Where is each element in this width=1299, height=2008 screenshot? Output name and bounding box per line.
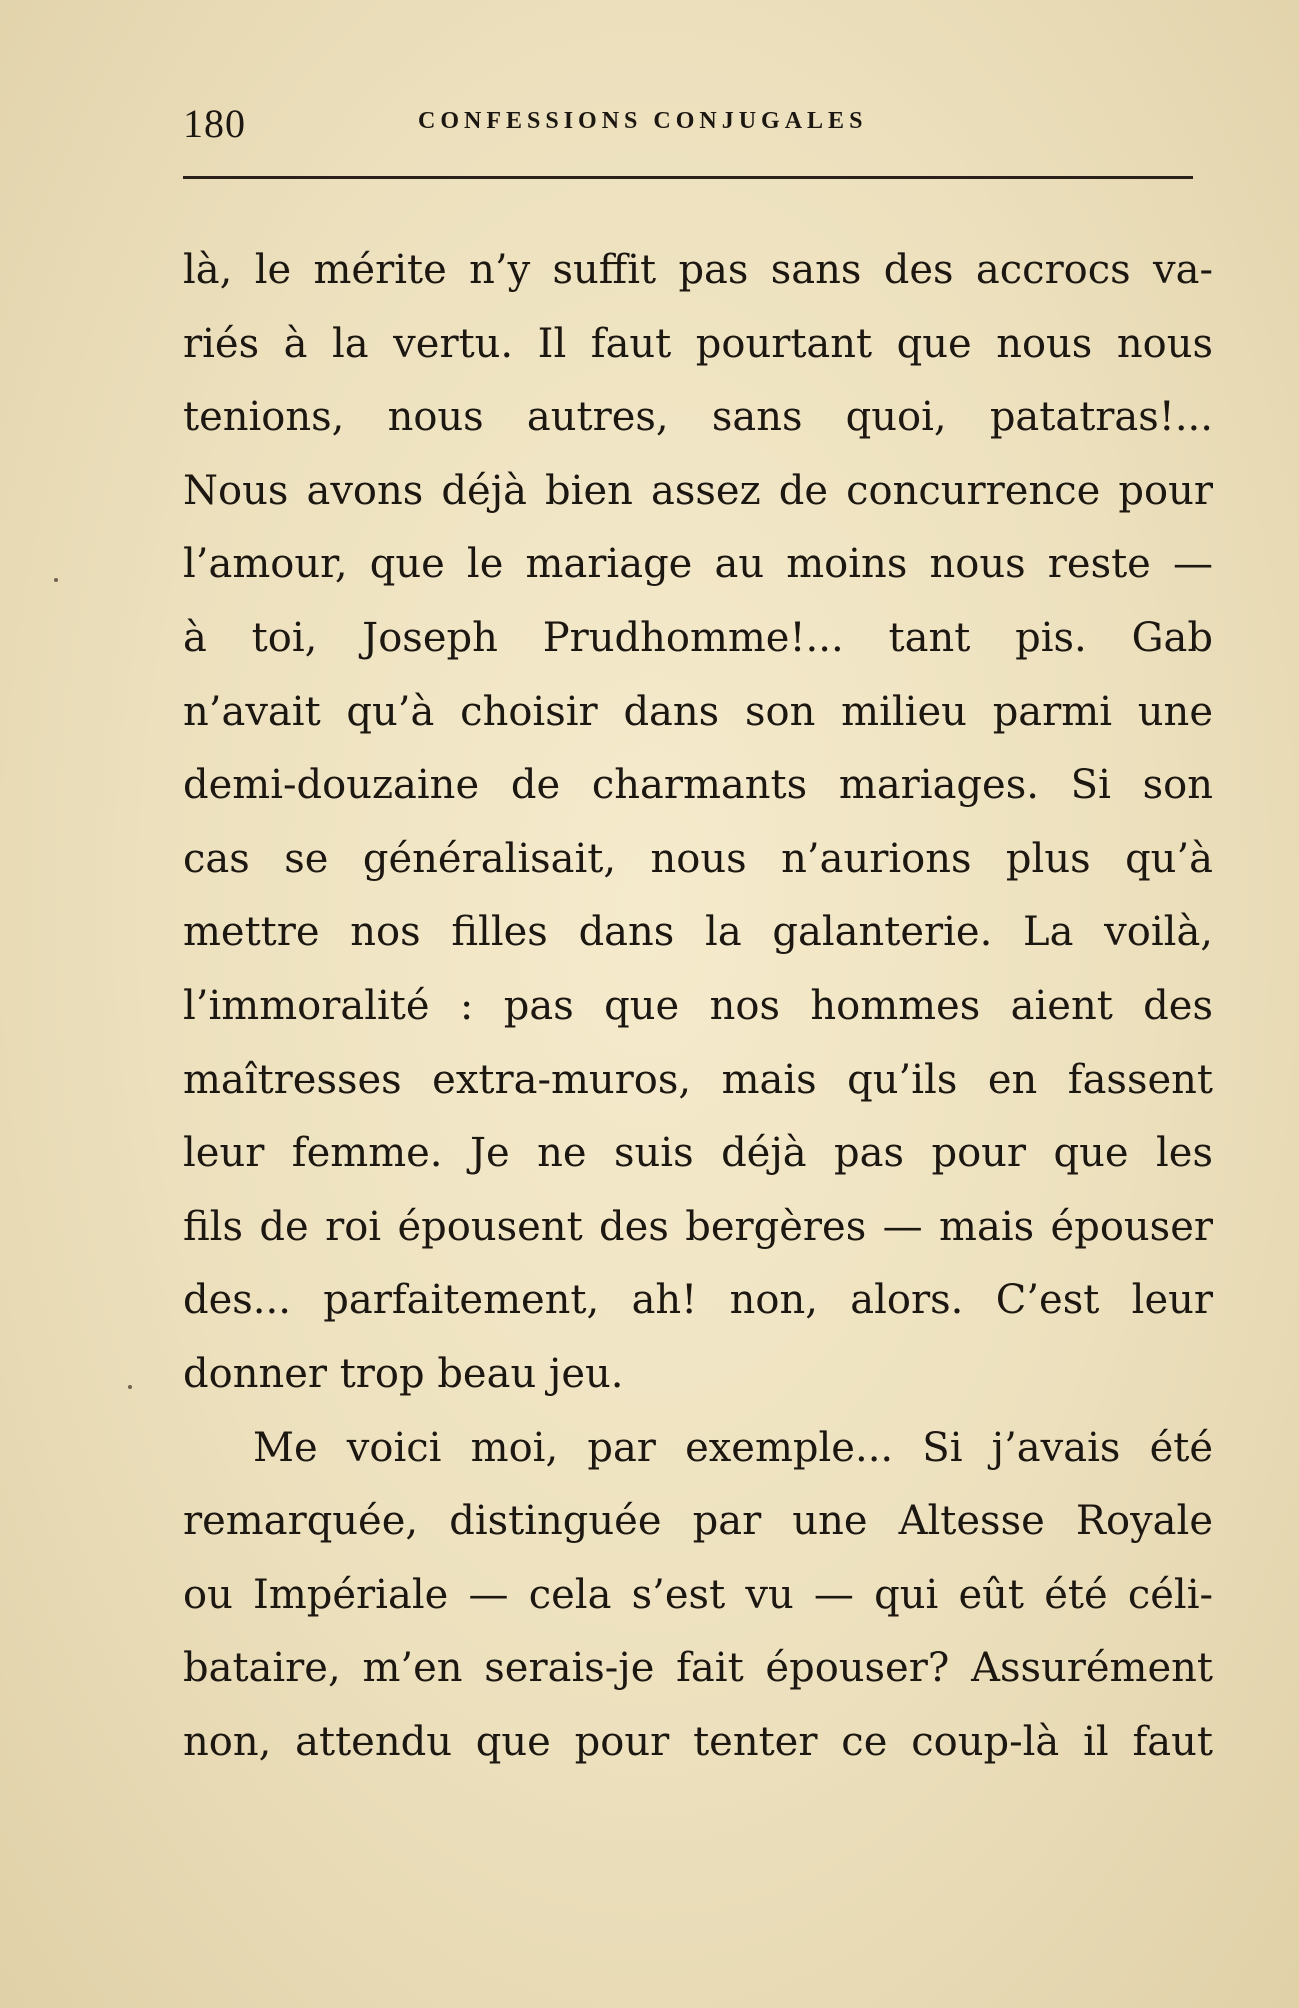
text-line: fils de roi épousent des bergères — mais épouser	[183, 1203, 1213, 1250]
text-line: des... parfaitement, ah! non, alors. C’est leur	[183, 1277, 1213, 1324]
text-line: Nous avons déjà bien assez de concurrence pour	[183, 467, 1213, 514]
running-head	[183, 100, 1193, 160]
paper-speck	[54, 578, 58, 582]
text-line: mettre nos filles dans la galanterie. La voilà,	[183, 909, 1213, 956]
text-line: remarquée, distinguée par une Altesse Royale	[183, 1498, 1213, 1545]
page-number: 180	[183, 101, 246, 146]
text-line-paragraph-end: donner trop beau jeu.	[183, 1350, 624, 1397]
text-line: demi-douzaine de charmants mariages. Si son	[183, 762, 1213, 809]
text-line: non, attendu que pour tenter ce coup-là il faut	[183, 1718, 1213, 1765]
body-text	[183, 234, 1213, 1779]
running-title: CONFESSIONS CONJUGALES	[418, 108, 868, 134]
text-line: là, le mérite n’y suffit pas sans des accrocs va-	[183, 247, 1213, 293]
text-line: cas se généralisait, nous n’aurions plus qu’à	[183, 835, 1213, 882]
text-line: maîtresses extra-muros, mais qu’ils en fassent	[183, 1056, 1213, 1103]
header-rule	[183, 176, 1193, 179]
paper-speck	[128, 1385, 132, 1389]
text-line: n’avait qu’à choisir dans son milieu parmi une	[183, 688, 1213, 735]
text-line: à toi, Joseph Prudhomme!... tant pis. Gab	[183, 614, 1213, 661]
text-line: riés à la vertu. Il faut pourtant que nous nous	[183, 320, 1213, 367]
text-line: tenions, nous autres, sans quoi, patatras!...	[183, 394, 1213, 441]
text-line-paragraph-start: Me voici moi, par exemple... Si j’avais été	[253, 1424, 1213, 1471]
text-line: ou Impériale — cela s’est vu — qui eût été céli-	[183, 1571, 1213, 1618]
text-line: l’amour, que le mariage au moins nous reste —	[183, 541, 1213, 588]
text-line: bataire, m’en serais-je fait épouser? Assurément	[183, 1645, 1213, 1692]
text-line: l’immoralité : pas que nos hommes aient des	[183, 982, 1213, 1029]
text-line: leur femme. Je ne suis déjà pas pour que les	[183, 1130, 1213, 1177]
